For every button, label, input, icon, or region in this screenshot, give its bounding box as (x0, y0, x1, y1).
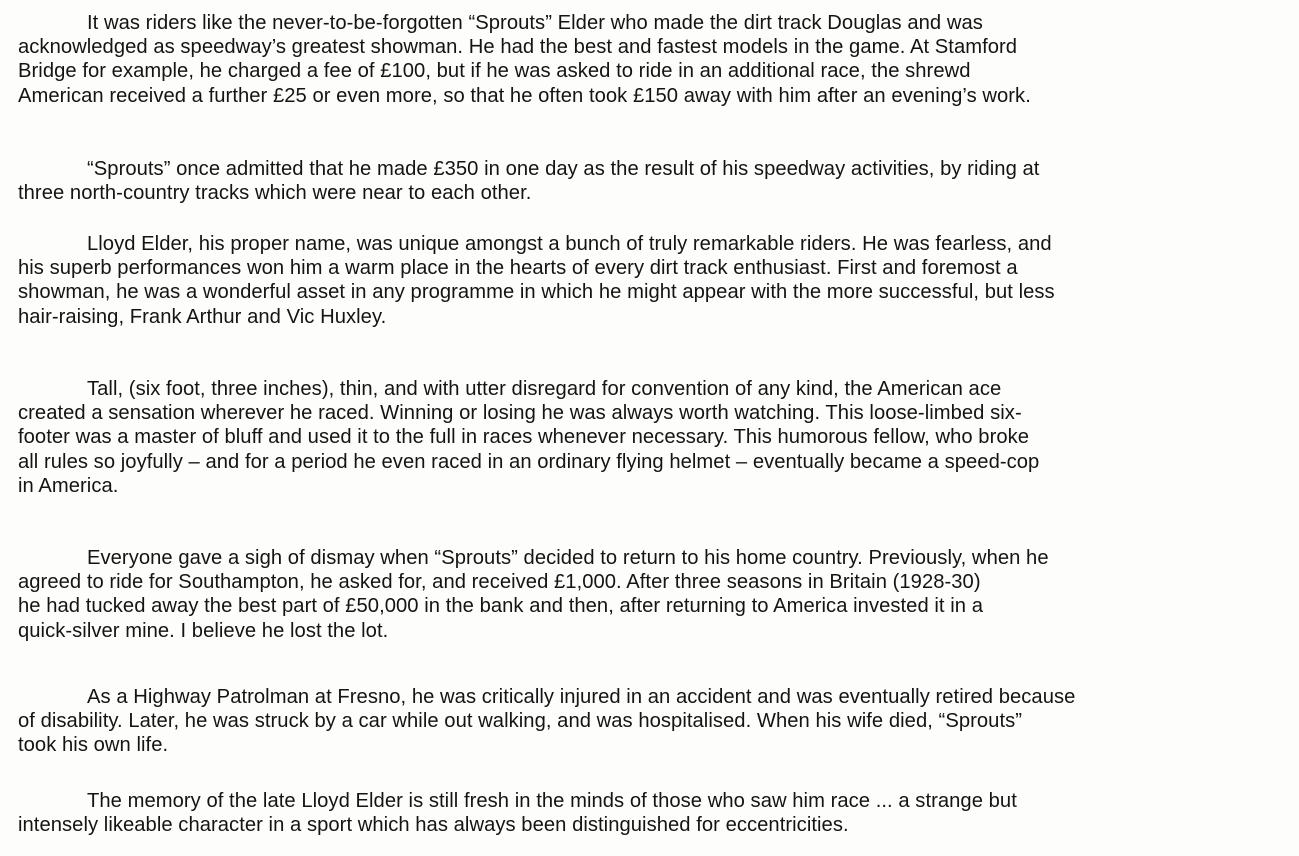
paragraph-sprouts-elder-showman (18, 11, 1290, 108)
text-line: hair-raising, Frank Arthur and Vic Huxley. (18, 305, 387, 328)
text-line: his superb performances won him a warm place in the hearts of every dirt track enthusiast. First and foremost a (18, 257, 1018, 280)
text-line: As a Highway Patrolman at Fresno, he was critically injured in an accident and was eventually retired because (87, 686, 1076, 708)
paragraph-memory-of-lloyd-elder (18, 789, 1290, 837)
text-line: footer was a master of bluff and used it to the full in races whenever necessary. This humorous fellow, who broke (18, 426, 1030, 449)
text-line: all rules so joyfully – and for a period he even raced in an ordinary flying helmet – eventually became a speed-cop (18, 450, 1040, 473)
text-line: quick-silver mine. I believe he lost the lot. (18, 619, 389, 642)
text-line: agreed to ride for Southampton, he asked for, and received £1,000. After three seasons in Britain (1928-30) (18, 571, 981, 594)
paragraph-earnings-in-one-day (18, 157, 1290, 205)
text-line: he had tucked away the best part of £50,000 in the bank and then, after returning to America invested it in a (18, 595, 983, 618)
text-line: Everyone gave a sigh of dismay when “Sprouts” decided to return to his home country. Previously, when he (87, 547, 1049, 569)
paragraph-highway-patrolman (18, 685, 1290, 758)
text-line: of disability. Later, he was struck by a car while out walking, and was hospitalised. When his wife died, “Sprouts” (18, 710, 1023, 733)
text-line: The memory of the late Lloyd Elder is still fresh in the minds of those who saw him race ... a strange but (87, 790, 1017, 812)
text-line: Tall, (six foot, three inches), thin, and with utter disregard for convention of any kind, the American ace (87, 378, 1002, 400)
text-line: created a sensation wherever he raced. Winning or losing he was always worth watching. This loose-limbed six- (18, 402, 1022, 425)
text-line: “Sprouts” once admitted that he made £350 in one day as the result of his speedway activities, by riding at (87, 158, 1040, 180)
text-line: showman, he was a wonderful asset in any programme in which he might appear with the more successful, but less (18, 281, 1055, 304)
text-line: Lloyd Elder, his proper name, was unique amongst a bunch of truly remarkable riders. He was fearless, and (87, 233, 1052, 255)
paragraph-return-home (18, 546, 1290, 643)
text-line: three north-country tracks which were near to each other. (18, 182, 532, 205)
text-line: Bridge for example, he charged a fee of £100, but if he was asked to ride in an additional race, the shrewd (18, 60, 971, 83)
text-line: It was riders like the never-to-be-forgotten “Sprouts” Elder who made the dirt track Douglas and was (87, 12, 983, 34)
paragraph-lloyd-elder-proper-name (18, 232, 1290, 329)
text-line: American received a further £25 or even more, so that he often took £150 away with him after an evening’s work. (18, 84, 1031, 107)
text-line: intensely likeable character in a sport which has always been distinguished for eccentricities. (18, 814, 849, 837)
paragraph-tall-american-ace (18, 377, 1290, 498)
text-line: in America. (18, 474, 119, 497)
text-line: took his own life. (18, 734, 169, 757)
text-line: acknowledged as speedway’s greatest showman. He had the best and fastest models in the game. At Stamford (18, 36, 1018, 59)
